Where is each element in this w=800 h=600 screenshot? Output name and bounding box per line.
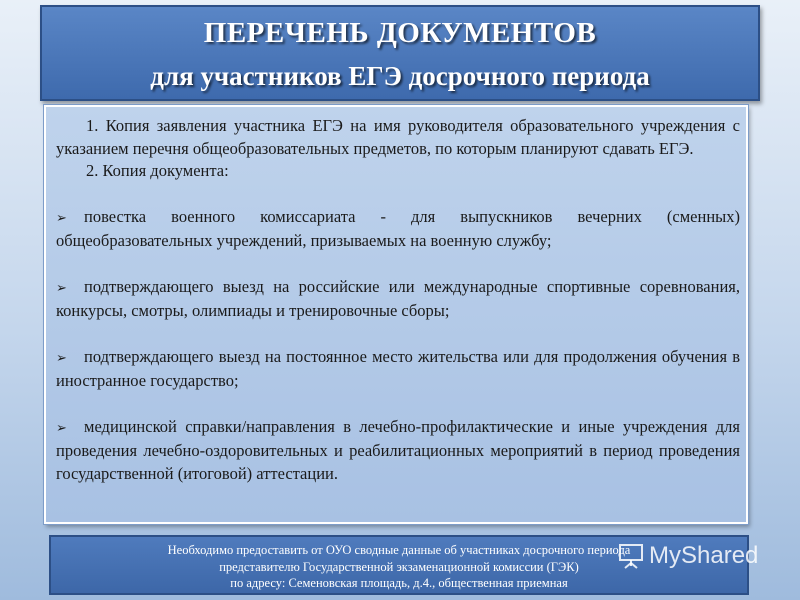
bullet-item-sports bbox=[56, 276, 740, 323]
arrow-bullet-icon: ➢ bbox=[56, 350, 67, 366]
slide-title-box bbox=[40, 5, 760, 101]
spacer bbox=[56, 183, 740, 206]
document-list-box bbox=[44, 105, 748, 524]
bullet-item-military bbox=[56, 206, 740, 253]
footer-line-3: по адресу: Семеновская площадь, д.4., общественная приемная bbox=[230, 576, 568, 590]
myshared-watermark bbox=[617, 541, 782, 571]
spacer bbox=[56, 323, 740, 346]
slide-title: ПЕРЕЧЕНЬ ДОКУМЕНТОВ bbox=[203, 17, 597, 49]
list-item-2: 2. Копия документа: bbox=[86, 161, 229, 180]
slide-subtitle: для участников ЕГЭ досрочного периода bbox=[150, 61, 650, 91]
bullet-text: подтверждающего выезд на постоянное место жительства или для продолжения обучения в иностранное государство; bbox=[56, 346, 740, 390]
spacer bbox=[56, 393, 740, 416]
bullet-item-medical bbox=[56, 416, 740, 486]
footer-line-2: представителю Государственной экзаменационной комиссии (ГЭК) bbox=[219, 559, 579, 574]
bullet-text: подтверждающего выезд на российские или международные спортивные соревнования, конкурсы, смотры, олимпиады и тренировочные сборы; bbox=[56, 276, 740, 320]
presentation-board-icon bbox=[617, 542, 645, 570]
arrow-bullet-icon: ➢ bbox=[56, 420, 67, 436]
bullet-item-relocation bbox=[56, 346, 740, 393]
bullet-text: повестка военного комиссариата - для выпускников вечерних (сменных) общеобразовательных учреждений, призываемых на военную службу; bbox=[56, 206, 740, 250]
arrow-bullet-icon: ➢ bbox=[56, 210, 67, 226]
spacer bbox=[56, 253, 740, 276]
list-item-1: 1. Копия заявления участника ЕГЭ на имя руководителя образовательного учреждения с указанием перечня общеобразовательных предметов, по которым планируют сдавать ЕГЭ. bbox=[56, 116, 740, 158]
watermark-text: MyShared bbox=[649, 542, 759, 569]
bullet-text: медицинской справки/направления в лечебно-профилактические и иные учреждения для проведения лечебно-оздоровительных и реабилитационных мероприятий в период проведения государственной (итоговой) аттестации. bbox=[56, 416, 740, 483]
arrow-bullet-icon: ➢ bbox=[56, 280, 67, 296]
footer-line-1: Необходимо предоставить от ОУО сводные данные об участниках досрочного периода bbox=[167, 543, 631, 557]
